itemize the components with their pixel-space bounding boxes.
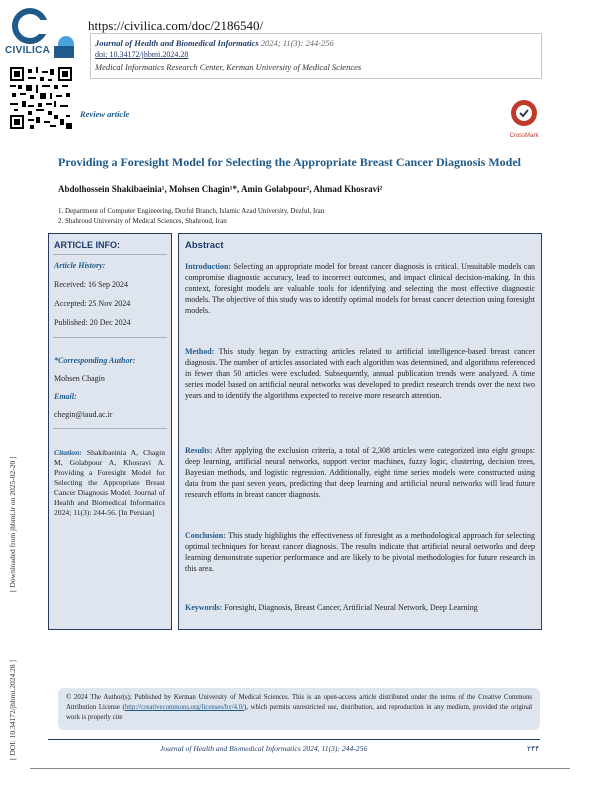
article-info-panel	[48, 233, 172, 630]
page-number: ۲۴۴	[527, 744, 540, 753]
section-label: Method:	[185, 347, 215, 356]
crossmark-icon	[509, 98, 539, 128]
accepted-date: Accepted: 25 Nov 2024	[54, 299, 131, 308]
section-label: Results:	[185, 446, 213, 455]
email-label: Email:	[54, 392, 77, 401]
citation-text: Shakibaeinia A, Chagin M, Golabpour A, Khosravi A. Providing a Foresight Model for Selecting the Appropriate Breast Cancer Diagnosis Model. Journal of Health and Biomedical Informatics 2024; 11(3): 244-56. [In Persian]	[54, 448, 166, 517]
article-info-heading: ARTICLE INFO:	[54, 240, 120, 250]
abstract-panel	[178, 233, 542, 630]
journal-volume: 2024; 11(3): 244-256	[260, 38, 334, 48]
abstract-heading: Abstract	[185, 240, 224, 251]
license-link[interactable]: http://creativecommons.org/licenses/by/4.0/	[124, 704, 245, 711]
section-text: This study began by extracting articles related to artificial intelligence-based breast cancer diagnosis. The number of articles associated with each algorithm was determined, and algorithms referenced in fewer than 50 articles were excluded. Subsequently, annual publication trends were analyzed. A time series model based on artificial neural networks was developed to predict research trends over the next two years and to identify the algorithms expected to receive more research attention.	[185, 347, 535, 400]
side-doi-note: [ DOI: 10.34172/jhbmi.2024.28 ]	[8, 660, 17, 760]
abstract-results	[185, 445, 535, 500]
corresponding-name: Mohsen Chagin	[54, 374, 105, 383]
citation-block	[54, 448, 165, 518]
affiliation-2: 2. Shahroud University of Medical Sciences, Shahroud, Iran	[58, 217, 227, 225]
section-label: Conclusion:	[185, 531, 226, 540]
article-title: Providing a Foresight Model for Selecting the Appropriate Breast Cancer Diagnosis Model	[58, 155, 521, 169]
section-text: After applying the exclusion criteria, a total of 2,308 articles were categorized into eight groups: deep learning, artificial neural networks, support vector machines, fuzzy logic, clustering, decision trees, Bayesian methods, and logistic regression. Additionally, eight time series models were constructed using data from the past seven years, predicting that deep learning and artificial neural networks will lead future research efforts in breast cancer diagnosis.	[185, 446, 536, 499]
civilica-label: CIVILICA	[5, 45, 51, 56]
article-authors: Abdolhossein Shakibaeinia¹, Mohsen Chagin¹*, Amin Golabpour², Ahmad Khosravi²	[58, 184, 383, 194]
journal-title	[95, 38, 334, 48]
corresponding-label: *Corresponding Author:	[54, 356, 136, 365]
footer-rule	[48, 739, 540, 740]
divider	[53, 337, 167, 338]
journal-header	[90, 33, 542, 79]
journal-name: Journal of Health and Biomedical Informatics	[95, 38, 259, 48]
divider	[53, 428, 167, 429]
article-type: Review article	[80, 109, 130, 119]
affiliation-1: 1. Department of Computer Engineering, Dezful Branch, Islamic Azad University, Dezful, Iran	[58, 207, 325, 215]
abstract-method	[185, 346, 535, 401]
license-text	[66, 693, 532, 723]
section-text: Selecting an appropriate model for breast cancer diagnosis is critical. Unsuitable models can compromise diagnostic accuracy, lead to incorrect outcomes, and impact clinical decision-making. In this context, foresight models are valuable tools for identifying and selecting the most effective diagnostic models. The objective of this study was to identify optimal models for breast cancer detection using foresight models.	[185, 262, 535, 315]
section-text: Foresight, Diagnosis, Breast Cancer, Artificial Neural Network, Deep Learning	[224, 603, 478, 612]
license-box	[58, 688, 540, 730]
citation-label: Citation:	[54, 448, 82, 457]
journal-doi-link[interactable]: doi: 10.34172/jhbmi.2024.28	[95, 50, 189, 59]
qr-code	[10, 67, 72, 129]
section-text: This study highlights the effectiveness of foresight as a methodological approach for selecting optimal techniques for breast cancer diagnosis. The results indicate that artificial neural networks and deep learning demonstrate superior performance and are likely to be pivotal methodologies for future research in this area.	[185, 531, 535, 573]
license-text-before: © 2024 The Author(s); Published by Kerman University of Medical Sciences. This is an open-access article distributed under the terms of the Creative Commons Attribution License (	[66, 694, 532, 711]
history-label: Article History:	[54, 261, 106, 270]
footer-journal: Journal of Health and Biomedical Informatics 2024, 11(3): 244-256	[160, 744, 368, 753]
section-label: Introduction:	[185, 262, 232, 271]
crossmark-badge[interactable]	[507, 98, 541, 138]
section-label: Keywords:	[185, 603, 223, 612]
published-date: Published: 20 Dec 2024	[54, 318, 131, 327]
abstract-conclusion	[185, 530, 535, 574]
divider	[53, 254, 167, 255]
side-download-note: [ Downloaded from jhbmi.ir on 2025-02-20 ]	[8, 456, 17, 592]
affiliations	[58, 206, 324, 226]
crossmark-label: CrossMark	[509, 133, 539, 139]
abstract-introduction	[185, 261, 535, 316]
document-url[interactable]: https://civilica.com/doc/2186540/	[88, 18, 264, 33]
license-text-after: ), which permits unrestricted use, distribution, and reproduction in any medium, provided the original work is properly cite	[66, 704, 532, 721]
abstract-keywords	[185, 602, 535, 613]
bottom-rule	[30, 768, 570, 769]
corresponding-email[interactable]: chegin@iaud.ac.ir	[54, 410, 113, 419]
received-date: Received: 16 Sep 2024	[54, 280, 128, 289]
journal-center: Medical Informatics Research Center, Kerman University of Medical Sciences	[95, 62, 362, 72]
